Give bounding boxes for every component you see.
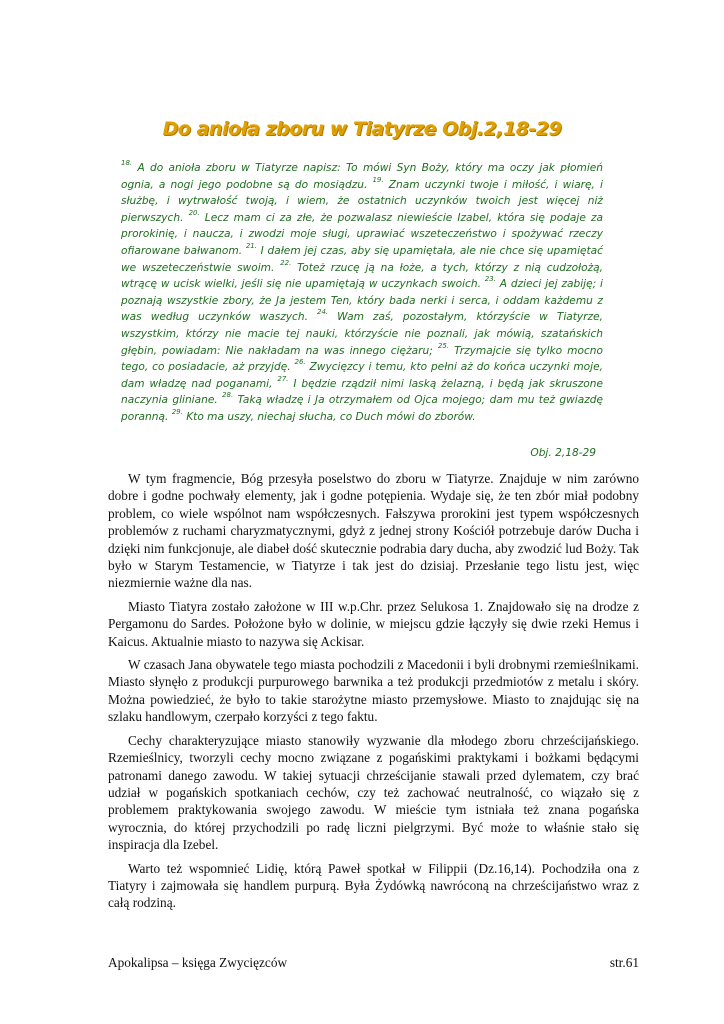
verse-number: 20. bbox=[188, 208, 200, 217]
verse-text: Toteż rzucę ją na łoże, a tych, którzy z nią cudzołożą, wtrącę w ucisk wielki, jeśli się nie upamiętają w uczynkach swoich. bbox=[121, 261, 603, 291]
verse-text: Wam zaś, pozostałym, którzyście w Tiatyrze, wszystkim, którzy nie macie tej nauki, którzyście nie poznali, jak mówią, szatańskich głębin, powiadam: Nie nakładam na was innego ciężaru; bbox=[121, 311, 603, 357]
verse-number: 29. bbox=[171, 407, 183, 416]
scripture-quote bbox=[121, 160, 603, 426]
paragraph: Cechy charakteryzujące miasto stanowiły wyzwanie dla młodego zboru chrześcijańskiego. Rzemieślnicy, tworzyli cechy mocno związane z pogańskimi praktykami i bożkami będącymi patronami danego zawodu. W takiej sytuacji chrześcijanie stawali przed dylematem, czy brać udział w pogańskich spotkaniach cechów, czy też zachować neutralność, co wiązało się z problemem praktykowania swojego zawodu. W mieście tym istniała też znana pogańska wyrocznia, do której przychodzili po radę liczni pielgrzymi. Być może to właśnie stało się inspiracja dla Izebel. bbox=[108, 732, 639, 853]
verse-number: 25. bbox=[437, 341, 449, 350]
scripture-reference: Obj. 2,18-29 bbox=[530, 447, 596, 459]
verse-text: I dałem jej czas, aby się upamiętała, ale nie chce się upamiętać we wszeteczeństwie swoim. bbox=[121, 244, 603, 274]
body-text bbox=[108, 470, 639, 918]
verse-number: 19. bbox=[372, 175, 384, 184]
verse-text: Taką władzę i Ja otrzymałem od Ojca mojego; dam mu też gwiazdę poranną. bbox=[121, 394, 603, 423]
paragraph: W tym fragmencie, Bóg przesyła poselstwo do zboru w Tiatyrze. Znajduje w nim zarówno dobre i godne pochwały elementy, jak i godne potępienia. Wydaje się, że ten zbór miał podobny problem, co wiele wspólnot nam współczesnych. Fałszywa prorokini jest typem współczesnych problemów z ruchami charyzmatycznymi, gdyż z jednej strony Kościół potrzebuje darów Ducha i dzięki nim funkcjonuje, ale diabeł dość skutecznie podrabia dary ducha, aby zwodzić lud Boży. Tak było w Starym Testamencie, w Tiatyrze i tak jest do dzisiaj. Przesłanie tego listu jest, więc niezmiernie ważne dla nas. bbox=[108, 471, 639, 591]
page-footer bbox=[108, 955, 639, 971]
verse-number: 22. bbox=[280, 258, 292, 267]
verse-text: A dzieci jej zabiję; i poznają wszystkie zbory, że Ja jestem Ten, który bada nerki i serca, i oddam każdemu z was według uczynków waszych. bbox=[121, 278, 603, 324]
verse-text: Kto ma uszy, niechaj słucha, co Duch mówi do zborów. bbox=[182, 410, 476, 423]
verse-number: 24. bbox=[317, 308, 329, 317]
verse-number: 18. bbox=[121, 159, 133, 167]
verse-number: 26. bbox=[294, 358, 306, 367]
paragraph: W czasach Jana obywatele tego miasta pochodzili z Macedonii i byli drobnymi rzemieślnikami. Miasto słynęło z produkcji purpurowego barwnika a też produkcji przedmiotów z metalu i skóry. Można powiedzieć, że było to takie starożytne miasto przemysłowe. Miasto to znajdując się na szlaku handlowym, czerpało korzyści z tego faktu. bbox=[108, 657, 639, 725]
verse-text: Zwycięzcy i temu, kto pełni aż do końca uczynki moje, dam władzę nad poganami, bbox=[121, 361, 603, 390]
verse-number: 28. bbox=[222, 391, 234, 400]
page-title: Do anioła zboru w Tiatyrze Obj.2,18-29 bbox=[162, 118, 562, 140]
paragraph: Warto też wspomnieć Lidię, którą Paweł spotkał w Filippii (Dz.16,14). Pochodziła ona z Tiatyry i zajmowała się handlem purpurą. Była Żydówką nawróconą na chrześcijaństwo wraz z całą rodziną. bbox=[108, 860, 639, 911]
verse-number: 27. bbox=[277, 374, 289, 383]
verse-text: Lecz mam ci za złe, że pozwalasz niewieście Izabel, która się podaje za prorokinię, i naucza, i zwodzi moje sługi, uprawiać wszeteczeństwo i spożywać rzeczy ofiarowane bałwanom. bbox=[121, 211, 603, 257]
footer-title: Apokalipsa – księga Zwycięzców bbox=[108, 955, 288, 970]
verse-text: Trzymajcie się tylko mocno tego, co posiadacie, aż przyjdę. bbox=[121, 344, 603, 374]
verse-number: 23. bbox=[484, 275, 496, 284]
verse-text: A do anioła zboru w Tiatyrze napisz: To mówi Syn Boży, który ma oczy jak płomień ognia, a nogi jego podobne są do mosiądzu. bbox=[121, 162, 603, 191]
page-number: str.61 bbox=[609, 955, 639, 970]
verse-text: Znam uczynki twoje i miłość, i wiarę, i służbę, i wytrwałość twoją, i wiem, że ostatnich uczynków twoich jest więcej niż pierwszych. bbox=[121, 178, 603, 224]
verse-number: 21. bbox=[245, 241, 257, 250]
paragraph: Miasto Tiatyra zostało założone w III w.p.Chr. przez Selukosa 1. Znajdowało się na drodze z Pergamonu do Sardes. Położone było w dolinie, w miejscu gdzie łączyły się dwie rzeki Hemus i Kaicus. Aktualnie miasto to nazywa się Ackisar. bbox=[108, 598, 639, 649]
verse-text: I będzie rządził nimi laską żelazną, i będą jak skruszone naczynia gliniane. bbox=[121, 377, 603, 407]
